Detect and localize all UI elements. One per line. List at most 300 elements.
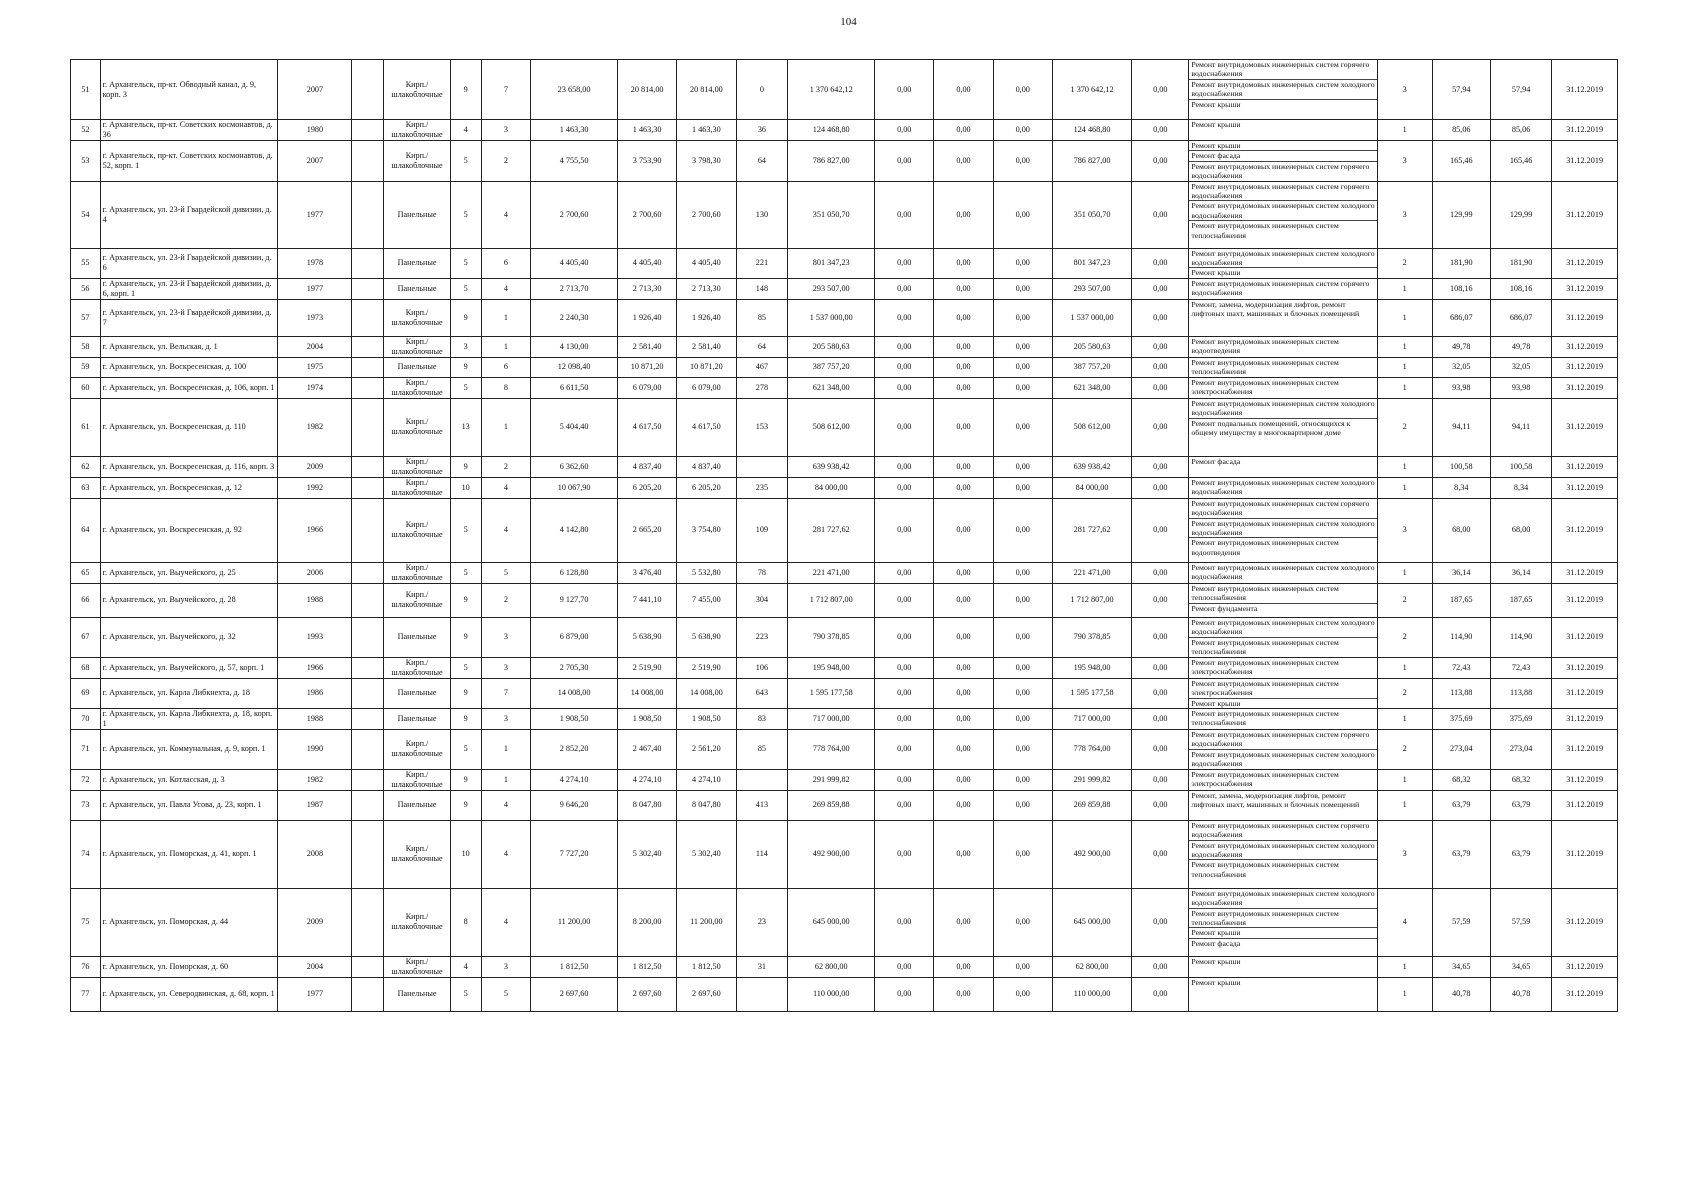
fund-cell: 0,00 [875,336,934,357]
other-funds-cell: 0,00 [1132,583,1189,617]
owners-funds-cell: 717 000,00 [1052,709,1131,730]
row-number: 71 [71,730,101,770]
material-cell: Кирп./ шлакоблочные [384,562,451,583]
work-count-cell: 1 [1377,790,1432,820]
residents-cell: 85 [736,299,788,336]
premises-area-cell: 1 908,50 [618,709,677,730]
material-cell: Кирп./ шлакоблочные [384,299,451,336]
region-budget-cell: 0,00 [934,709,993,730]
unit-cost-cell: 181,90 [1432,248,1490,278]
residents-cell [736,769,788,790]
blank-cell [352,562,384,583]
year-cell: 1966 [278,657,352,678]
other-funds-cell: 0,00 [1132,357,1189,377]
row-number: 70 [71,709,101,730]
other-funds-cell: 0,00 [1132,141,1189,182]
region-budget-cell: 0,00 [934,562,993,583]
other-funds-cell: 0,00 [1132,769,1189,790]
entrances-cell: 6 [481,357,531,377]
address-cell: г. Архангельск, ул. Выучейского, д. 57, корп. 1 [100,657,278,678]
year-cell: 1988 [278,709,352,730]
total-cost-cell: 269 859,88 [788,790,875,820]
work-count-cell: 3 [1377,60,1432,120]
total-cost-cell: 621 348,00 [788,377,875,398]
year-cell: 2004 [278,956,352,977]
work-item: Ремонт внутридомовых инженерных систем теплоснабжения [1191,637,1339,657]
work-item: Ремонт подвальных помещений, относящихся к общему имуществу в многоквартирном доме [1191,418,1351,438]
row-number: 59 [71,357,101,377]
residents-cell: 0 [736,60,788,120]
material-cell: Кирп./ шлакоблочные [384,377,451,398]
deadline-cell: 31.12.2019 [1552,60,1618,120]
blank-cell [352,956,384,977]
works-cell [1189,60,1377,120]
total-area-cell: 1 908,50 [531,709,618,730]
floors-cell: 9 [450,678,481,708]
local-budget-cell: 0,00 [993,790,1052,820]
floors-cell: 5 [450,730,481,770]
total-area-cell: 2 713,70 [531,278,618,299]
work-item: Ремонт крыши [1191,268,1241,278]
material-cell: Панельные [384,357,451,377]
row-number: 66 [71,583,101,617]
region-budget-cell: 0,00 [934,617,993,657]
region-budget-cell: 0,00 [934,657,993,678]
table-row [71,299,1618,336]
total-area-cell: 23 658,00 [531,60,618,120]
row-number: 63 [71,477,101,498]
work-count-cell: 2 [1377,617,1432,657]
residential-area-cell: 2 519,90 [677,657,736,678]
entrances-cell: 2 [481,141,531,182]
work-count-cell: 1 [1377,769,1432,790]
owners-funds-cell: 1 712 807,00 [1052,583,1131,617]
work-item: Ремонт внутридомовых инженерных систем горячего водоснабжения [1189,60,1376,80]
work-item: Ремонт фундамента [1191,603,1258,613]
table-row [71,181,1618,248]
owners-funds-cell: 205 580,63 [1052,336,1131,357]
premises-area-cell: 6 205,20 [618,477,677,498]
blank-cell [352,498,384,562]
limit-cost-cell: 34,65 [1490,956,1551,977]
floors-cell: 9 [450,709,481,730]
owners-funds-cell: 281 727,62 [1052,498,1131,562]
owners-funds-cell: 269 859,88 [1052,790,1131,820]
year-cell: 1987 [278,790,352,820]
limit-cost-cell: 57,59 [1490,888,1551,956]
premises-area-cell: 2 697,60 [618,977,677,1011]
material-cell: Панельные [384,248,451,278]
work-count-cell: 2 [1377,398,1432,456]
floors-cell: 9 [450,617,481,657]
table-row [71,730,1618,770]
local-budget-cell: 0,00 [993,377,1052,398]
region-budget-cell: 0,00 [934,141,993,182]
work-item: Ремонт крыши [1191,698,1241,708]
fund-cell: 0,00 [875,678,934,708]
local-budget-cell: 0,00 [993,730,1052,770]
owners-funds-cell: 1 370 642,12 [1052,60,1131,120]
work-count-cell: 3 [1377,820,1432,888]
other-funds-cell: 0,00 [1132,709,1189,730]
work-item: Ремонт, замена, модернизация лифтов, ремонт лифтовых шахт, машинных и блочных помещений [1191,790,1360,810]
table-row [71,888,1618,956]
premises-area-cell: 8 200,00 [618,888,677,956]
other-funds-cell: 0,00 [1132,248,1189,278]
other-funds-cell: 0,00 [1132,398,1189,456]
entrances-cell: 3 [481,956,531,977]
row-number: 67 [71,617,101,657]
region-budget-cell: 0,00 [934,820,993,888]
fund-cell: 0,00 [875,498,934,562]
fund-cell: 0,00 [875,477,934,498]
work-count-cell: 1 [1377,120,1432,141]
premises-area-cell: 3 476,40 [618,562,677,583]
address-cell: г. Архангельск, ул. Выучейского, д. 25 [100,562,278,583]
owners-funds-cell: 110 000,00 [1052,977,1131,1011]
row-number: 65 [71,562,101,583]
premises-area-cell: 2 713,30 [618,278,677,299]
material-cell: Кирп./ шлакоблочные [384,769,451,790]
blank-cell [352,336,384,357]
residents-cell: 114 [736,820,788,888]
row-number: 62 [71,456,101,477]
total-area-cell: 6 879,00 [531,617,618,657]
address-cell: г. Архангельск, ул. Выучейского, д. 28 [100,583,278,617]
local-budget-cell: 0,00 [993,60,1052,120]
residential-area-cell: 2 561,20 [677,730,736,770]
residents-cell: 148 [736,278,788,299]
work-item: Ремонт крыши [1191,99,1241,109]
owners-funds-cell: 1 595 177,58 [1052,678,1131,708]
total-area-cell: 4 142,80 [531,498,618,562]
work-item: Ремонт внутридомовых инженерных систем горячего водоснабжения [1191,161,1370,181]
local-budget-cell: 0,00 [993,141,1052,182]
address-cell: г. Архангельск, ул. 23-й Гвардейской дивизии, д. 6, корп. 1 [100,278,278,299]
residents-cell: 31 [736,956,788,977]
work-count-cell: 2 [1377,730,1432,770]
floors-cell: 5 [450,657,481,678]
address-cell: г. Архангельск, ул. Поморская, д. 60 [100,956,278,977]
unit-cost-cell: 40,78 [1432,977,1490,1011]
premises-area-cell: 10 871,20 [618,357,677,377]
floors-cell: 9 [450,583,481,617]
other-funds-cell: 0,00 [1132,657,1189,678]
residential-area-cell: 5 302,40 [677,820,736,888]
work-item: Ремонт, замена, модернизация лифтов, ремонт лифтовых шахт, машинных и блочных помещений [1191,299,1360,319]
owners-funds-cell: 1 537 000,00 [1052,299,1131,336]
entrances-cell: 7 [481,60,531,120]
residents-cell: 304 [736,583,788,617]
entrances-cell: 1 [481,769,531,790]
floors-cell: 9 [450,299,481,336]
entrances-cell: 4 [481,820,531,888]
other-funds-cell: 0,00 [1132,730,1189,770]
work-item: Ремонт внутридомовых инженерных систем холодного водоснабжения [1189,618,1376,638]
local-budget-cell: 0,00 [993,336,1052,357]
material-cell: Кирп./ шлакоблочные [384,820,451,888]
works-cell [1189,657,1377,678]
row-number: 76 [71,956,101,977]
deadline-cell: 31.12.2019 [1552,181,1618,248]
owners-funds-cell: 293 507,00 [1052,278,1131,299]
address-cell: г. Архангельск, ул. Воскресенская, д. 12 [100,477,278,498]
unit-cost-cell: 273,04 [1432,730,1490,770]
residential-area-cell: 10 871,20 [677,357,736,377]
fund-cell: 0,00 [875,709,934,730]
blank-cell [352,709,384,730]
row-number: 75 [71,888,101,956]
owners-funds-cell: 387 757,20 [1052,357,1131,377]
work-item: Ремонт внутридомовых инженерных систем холодного водоснабжения [1191,749,1375,769]
address-cell: г. Архангельск, ул. Карла Либкнехта, д. 18, корп. 1 [100,709,278,730]
unit-cost-cell: 68,00 [1432,498,1490,562]
entrances-cell: 1 [481,336,531,357]
fund-cell: 0,00 [875,617,934,657]
blank-cell [352,141,384,182]
local-budget-cell: 0,00 [993,181,1052,248]
other-funds-cell: 0,00 [1132,498,1189,562]
work-item: Ремонт фасада [1191,938,1241,948]
premises-area-cell: 4 274,10 [618,769,677,790]
work-count-cell: 1 [1377,977,1432,1011]
fund-cell: 0,00 [875,248,934,278]
entrances-cell: 2 [481,456,531,477]
limit-cost-cell: 108,16 [1490,278,1551,299]
total-cost-cell: 790 378,85 [788,617,875,657]
work-count-cell: 1 [1377,278,1432,299]
residential-area-cell: 4 617,50 [677,398,736,456]
row-number: 54 [71,181,101,248]
fund-cell: 0,00 [875,141,934,182]
total-area-cell: 10 067,90 [531,477,618,498]
unit-cost-cell: 68,32 [1432,769,1490,790]
limit-cost-cell: 32,05 [1490,357,1551,377]
deadline-cell: 31.12.2019 [1552,820,1618,888]
total-area-cell: 2 697,60 [531,977,618,1011]
blank-cell [352,657,384,678]
owners-funds-cell: 84 000,00 [1052,477,1131,498]
limit-cost-cell: 85,06 [1490,120,1551,141]
material-cell: Кирп./ шлакоблочные [384,956,451,977]
total-area-cell: 6 128,80 [531,562,618,583]
work-item: Ремонт внутридомовых инженерных систем электроснабжения [1191,377,1339,397]
blank-cell [352,583,384,617]
table-row [71,820,1618,888]
work-item: Ремонт внутридомовых инженерных систем холодного водоснабжения [1189,841,1376,861]
floors-cell: 5 [450,278,481,299]
owners-funds-cell: 621 348,00 [1052,377,1131,398]
unit-cost-cell: 94,11 [1432,398,1490,456]
deadline-cell: 31.12.2019 [1552,398,1618,456]
residents-cell: 64 [736,141,788,182]
premises-area-cell: 2 467,40 [618,730,677,770]
local-budget-cell: 0,00 [993,477,1052,498]
local-budget-cell: 0,00 [993,769,1052,790]
material-cell: Кирп./ шлакоблочные [384,60,451,120]
total-area-cell: 14 008,00 [531,678,618,708]
unit-cost-cell: 100,58 [1432,456,1490,477]
row-number: 69 [71,678,101,708]
limit-cost-cell: 114,90 [1490,617,1551,657]
residential-area-cell: 4 405,40 [677,248,736,278]
deadline-cell: 31.12.2019 [1552,657,1618,678]
total-cost-cell: 786 827,00 [788,141,875,182]
address-cell: г. Архангельск, ул. 23-й Гвардейской дивизии, д. 4 [100,181,278,248]
work-count-cell: 2 [1377,248,1432,278]
work-item: Ремонт внутридомовых инженерных систем водоотведения [1191,538,1339,557]
fund-cell: 0,00 [875,562,934,583]
residential-area-cell: 2 700,60 [677,181,736,248]
address-cell: г. Архангельск, ул. Вельская, д. 1 [100,336,278,357]
year-cell: 2009 [278,888,352,956]
fund-cell: 0,00 [875,790,934,820]
total-cost-cell: 84 000,00 [788,477,875,498]
local-budget-cell: 0,00 [993,278,1052,299]
year-cell: 1982 [278,398,352,456]
entrances-cell: 8 [481,377,531,398]
year-cell: 1977 [278,278,352,299]
floors-cell: 3 [450,336,481,357]
limit-cost-cell: 129,99 [1490,181,1551,248]
unit-cost-cell: 85,06 [1432,120,1490,141]
table-body [71,60,1618,1012]
work-item: Ремонт внутридомовых инженерных систем холодного водоснабжения [1189,249,1376,269]
premises-area-cell: 1 812,50 [618,956,677,977]
blank-cell [352,398,384,456]
work-count-cell: 1 [1377,956,1432,977]
blank-cell [352,120,384,141]
premises-area-cell: 8 047,80 [618,790,677,820]
residential-area-cell: 1 908,50 [677,709,736,730]
total-area-cell: 6 611,50 [531,377,618,398]
residential-area-cell: 5 532,80 [677,562,736,583]
row-number: 52 [71,120,101,141]
residential-area-cell: 4 837,40 [677,456,736,477]
table-row [71,248,1618,278]
blank-cell [352,278,384,299]
works-cell [1189,398,1377,456]
work-count-cell: 1 [1377,377,1432,398]
floors-cell: 5 [450,562,481,583]
row-number: 72 [71,769,101,790]
work-item: Ремонт внутридомовых инженерных систем горячего водоснабжения [1191,278,1370,298]
limit-cost-cell: 100,58 [1490,456,1551,477]
table-row [71,709,1618,730]
unit-cost-cell: 72,43 [1432,657,1490,678]
residential-area-cell: 1 926,40 [677,299,736,336]
total-area-cell: 4 405,40 [531,248,618,278]
year-cell: 2004 [278,336,352,357]
limit-cost-cell: 72,43 [1490,657,1551,678]
unit-cost-cell: 686,07 [1432,299,1490,336]
work-item: Ремонт внутридомовых инженерных систем холодного водоснабжения [1189,80,1376,100]
residents-cell: 23 [736,888,788,956]
other-funds-cell: 0,00 [1132,977,1189,1011]
unit-cost-cell: 36,14 [1432,562,1490,583]
limit-cost-cell: 113,88 [1490,678,1551,708]
address-cell: г. Архангельск, ул. Коммунальная, д. 9, корп. 1 [100,730,278,770]
region-budget-cell: 0,00 [934,956,993,977]
deadline-cell: 31.12.2019 [1552,456,1618,477]
entrances-cell: 4 [481,498,531,562]
total-cost-cell: 778 764,00 [788,730,875,770]
owners-funds-cell: 645 000,00 [1052,888,1131,956]
row-number: 73 [71,790,101,820]
blank-cell [352,888,384,956]
premises-area-cell: 20 814,00 [618,60,677,120]
work-item: Ремонт внутридомовых инженерных систем электроснабжения [1191,657,1339,677]
total-area-cell: 6 362,60 [531,456,618,477]
region-budget-cell: 0,00 [934,977,993,1011]
material-cell: Кирп./ шлакоблочные [384,583,451,617]
table-row [71,456,1618,477]
entrances-cell: 1 [481,299,531,336]
owners-funds-cell: 62 800,00 [1052,956,1131,977]
total-area-cell: 1 463,30 [531,120,618,141]
work-count-cell: 1 [1377,336,1432,357]
residential-area-cell: 2 713,30 [677,278,736,299]
total-cost-cell: 639 938,42 [788,456,875,477]
region-budget-cell: 0,00 [934,336,993,357]
works-cell [1189,477,1377,498]
deadline-cell: 31.12.2019 [1552,498,1618,562]
deadline-cell: 31.12.2019 [1552,141,1618,182]
total-area-cell: 9 127,70 [531,583,618,617]
address-cell: г. Архангельск, пр-кт. Советских космонавтов, д. 52, корп. 1 [100,141,278,182]
deadline-cell: 31.12.2019 [1552,336,1618,357]
works-cell [1189,709,1377,730]
other-funds-cell: 0,00 [1132,60,1189,120]
total-cost-cell: 1 712 807,00 [788,583,875,617]
works-cell [1189,248,1377,278]
limit-cost-cell: 57,94 [1490,60,1551,120]
limit-cost-cell: 49,78 [1490,336,1551,357]
region-budget-cell: 0,00 [934,248,993,278]
residents-cell: 221 [736,248,788,278]
unit-cost-cell: 63,79 [1432,790,1490,820]
works-cell [1189,377,1377,398]
blank-cell [352,769,384,790]
residential-area-cell: 5 638,90 [677,617,736,657]
blank-cell [352,357,384,377]
unit-cost-cell: 187,65 [1432,583,1490,617]
fund-cell: 0,00 [875,398,934,456]
address-cell: г. Архангельск, пр-кт. Советских космонавтов, д. 36 [100,120,278,141]
total-cost-cell: 1 537 000,00 [788,299,875,336]
owners-funds-cell: 786 827,00 [1052,141,1131,182]
fund-cell: 0,00 [875,657,934,678]
total-cost-cell: 205 580,63 [788,336,875,357]
other-funds-cell: 0,00 [1132,120,1189,141]
year-cell: 1978 [278,248,352,278]
work-item: Ремонт внутридомовых инженерных систем горячего водоснабжения [1189,182,1376,202]
table-row [71,562,1618,583]
table-row [71,790,1618,820]
work-item: Ремонт внутридомовых инженерных систем электроснабжения [1191,769,1339,789]
limit-cost-cell: 181,90 [1490,248,1551,278]
year-cell: 2009 [278,456,352,477]
unit-cost-cell: 114,90 [1432,617,1490,657]
entrances-cell: 3 [481,657,531,678]
work-count-cell: 1 [1377,709,1432,730]
deadline-cell: 31.12.2019 [1552,678,1618,708]
address-cell: г. Архангельск, ул. Поморская, д. 41, корп. 1 [100,820,278,888]
region-budget-cell: 0,00 [934,181,993,248]
premises-area-cell: 2 581,40 [618,336,677,357]
fund-cell: 0,00 [875,181,934,248]
fund-cell: 0,00 [875,456,934,477]
